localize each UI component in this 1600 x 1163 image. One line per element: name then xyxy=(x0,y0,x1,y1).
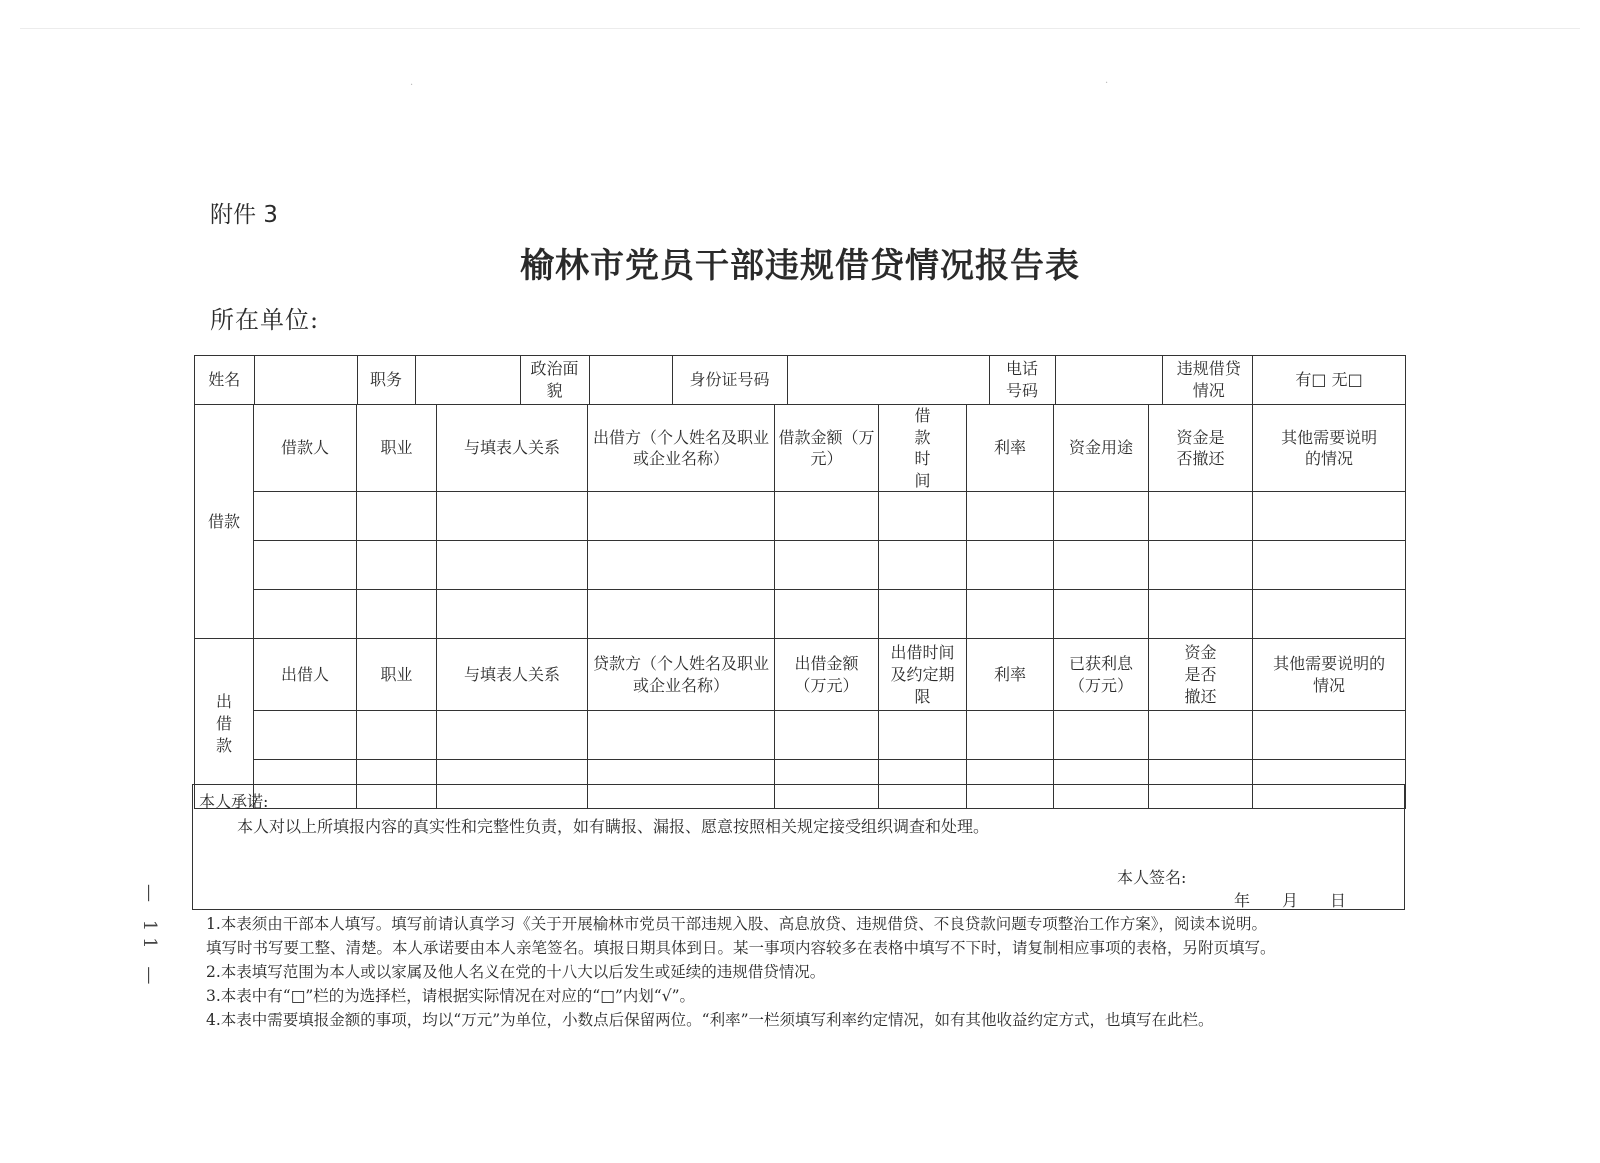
borrow-blank-row xyxy=(195,590,1406,639)
lend-header-cell: 出借金额（万元） xyxy=(775,639,879,711)
page-top-edge xyxy=(20,28,1580,29)
blank-cell[interactable] xyxy=(775,541,879,590)
lend-header-cell: 出借时间及约定期限 xyxy=(879,639,967,711)
unit-label: 所在单位: xyxy=(210,306,320,334)
blank-cell[interactable] xyxy=(357,590,437,639)
borrow-header-cell: 利率 xyxy=(967,405,1054,492)
blank-cell[interactable] xyxy=(357,492,437,541)
lend-header-cell: 与填表人关系 xyxy=(437,639,588,711)
lend-header-cell: 已获利息（万元） xyxy=(1054,639,1149,711)
blank-cell[interactable] xyxy=(967,541,1054,590)
lend-header-cell: 贷款方（个人姓名及职业或企业名称） xyxy=(588,639,775,711)
blank-cell[interactable] xyxy=(1253,711,1406,760)
name-field[interactable] xyxy=(254,356,357,404)
borrow-header-cell: 职业 xyxy=(357,405,437,492)
lend-header-cell: 利率 xyxy=(967,639,1054,711)
lend-header-cell: 资金是否撤还 xyxy=(1149,639,1253,711)
blank-cell[interactable] xyxy=(879,541,967,590)
lend-header-cell: 出借人 xyxy=(254,639,357,711)
lend-header-cell: 职业 xyxy=(357,639,437,711)
blank-cell[interactable] xyxy=(967,590,1054,639)
form-title: 榆林市党员干部违规借贷情况报告表 xyxy=(520,246,1080,286)
blank-cell[interactable] xyxy=(1149,492,1253,541)
scan-speck: · xyxy=(1105,78,1109,89)
blank-cell[interactable] xyxy=(775,590,879,639)
id-number-field[interactable] xyxy=(787,356,989,404)
position-label: 职务 xyxy=(357,356,415,404)
blank-cell[interactable] xyxy=(879,492,967,541)
borrow-section-label: 借款 xyxy=(195,405,254,639)
borrow-header-cell: 其他需要说明的情况 xyxy=(1253,405,1406,492)
blank-cell[interactable] xyxy=(1054,492,1149,541)
phone-field[interactable] xyxy=(1055,356,1162,404)
name-label: 姓名 xyxy=(195,356,254,404)
blank-cell[interactable] xyxy=(1054,541,1149,590)
blank-cell[interactable] xyxy=(254,590,357,639)
borrow-header-cell: 与填表人关系 xyxy=(437,405,588,492)
borrow-header-cell: 出借方（个人姓名及职业或企业名称） xyxy=(588,405,775,492)
blank-cell[interactable] xyxy=(1054,711,1149,760)
blank-cell[interactable] xyxy=(1253,590,1406,639)
borrow-blank-row xyxy=(195,492,1406,541)
borrow-header-cell: 借款时间 xyxy=(879,405,967,492)
borrow-header-cell: 资金是否撤还 xyxy=(1149,405,1253,492)
blank-cell[interactable] xyxy=(1149,541,1253,590)
blank-cell[interactable] xyxy=(775,492,879,541)
blank-cell[interactable] xyxy=(357,541,437,590)
blank-cell[interactable] xyxy=(1253,492,1406,541)
borrow-blank-row xyxy=(195,541,1406,590)
violation-label: 违规借贷情况 xyxy=(1176,359,1241,400)
political-field[interactable] xyxy=(589,356,672,404)
signature-label: 本人签名: xyxy=(1117,868,1187,887)
note-line: 3.本表中有“□”栏的为选择栏，请根据实际情况在对应的“□”内划“√”。 xyxy=(206,987,696,1005)
blank-cell[interactable] xyxy=(1054,590,1149,639)
blank-cell[interactable] xyxy=(588,711,775,760)
blank-cell[interactable] xyxy=(437,492,588,541)
pledge-heading: 本人承诺: xyxy=(199,792,269,811)
lend-section-label: 出借款 xyxy=(195,639,254,809)
blank-cell[interactable] xyxy=(254,492,357,541)
borrow-header-cell: 借款人 xyxy=(254,405,357,492)
notes-section xyxy=(206,912,1406,1032)
scan-speck: · xyxy=(410,80,414,91)
lend-header-cell: 其他需要说明的情况 xyxy=(1253,639,1406,711)
borrow-header-row xyxy=(195,405,1406,492)
borrow-header-cell: 借款金额（万元） xyxy=(775,405,879,492)
note-line: 4.本表中需要填报金额的事项，均以“万元”为单位，小数点后保留两位。“利率”一栏须填写利率约定情况，如有其他收益约定方式，也填写在此栏。 xyxy=(206,1011,1214,1029)
blank-cell[interactable] xyxy=(437,590,588,639)
blank-cell[interactable] xyxy=(967,711,1054,760)
political-label: 政治面貌 xyxy=(520,356,589,404)
blank-cell[interactable] xyxy=(254,541,357,590)
page-number: — 11 — xyxy=(139,884,160,991)
lend-header-row xyxy=(195,639,1406,711)
report-table xyxy=(194,355,1406,809)
id-number-label: 身份证号码 xyxy=(672,356,787,404)
blank-cell[interactable] xyxy=(254,711,357,760)
attachment-label: 附件 3 xyxy=(210,202,278,228)
lend-blank-row xyxy=(195,711,1406,760)
blank-cell[interactable] xyxy=(357,711,437,760)
blank-cell[interactable] xyxy=(1149,711,1253,760)
date-line: 年 月 日 xyxy=(1234,891,1347,910)
note-line: 1.本表须由干部本人填写。填写前请认真学习《关于开展榆林市党员干部违规入股、高息放贷、违规借贷、不良贷款问题专项整治工作方案》，阅读本说明。 xyxy=(206,915,1268,933)
borrow-header-cell: 资金用途 xyxy=(1054,405,1149,492)
pledge-text: 本人对以上所填报内容的真实性和完整性负责，如有瞒报、漏报、愿意按照相关规定接受组织调查和处理。 xyxy=(237,817,990,836)
blank-cell[interactable] xyxy=(967,492,1054,541)
position-field[interactable] xyxy=(415,356,520,404)
blank-cell[interactable] xyxy=(1149,590,1253,639)
blank-cell[interactable] xyxy=(437,711,588,760)
phone-label: 电话号码 xyxy=(989,356,1055,404)
blank-cell[interactable] xyxy=(879,590,967,639)
blank-cell[interactable] xyxy=(437,541,588,590)
note-line: 2.本表填写范围为本人或以家属及他人名义在党的十八大以后发生或延续的违规借贷情况。 xyxy=(206,963,826,981)
blank-cell[interactable] xyxy=(1253,541,1406,590)
blank-cell[interactable] xyxy=(879,711,967,760)
blank-cell[interactable] xyxy=(588,541,775,590)
violation-option[interactable]: 有□ 无□ xyxy=(1253,356,1406,405)
blank-cell[interactable] xyxy=(588,590,775,639)
pledge-box xyxy=(192,784,1405,910)
blank-cell[interactable] xyxy=(588,492,775,541)
note-line: 填写时书写要工整、清楚。本人承诺要由本人亲笔签名。填报日期具体到日。某一事项内容较多在表格中填写不下时，请复制相应事项的表格，另附页填写。 xyxy=(206,939,1276,957)
blank-cell[interactable] xyxy=(775,711,879,760)
info-row xyxy=(195,356,1406,405)
